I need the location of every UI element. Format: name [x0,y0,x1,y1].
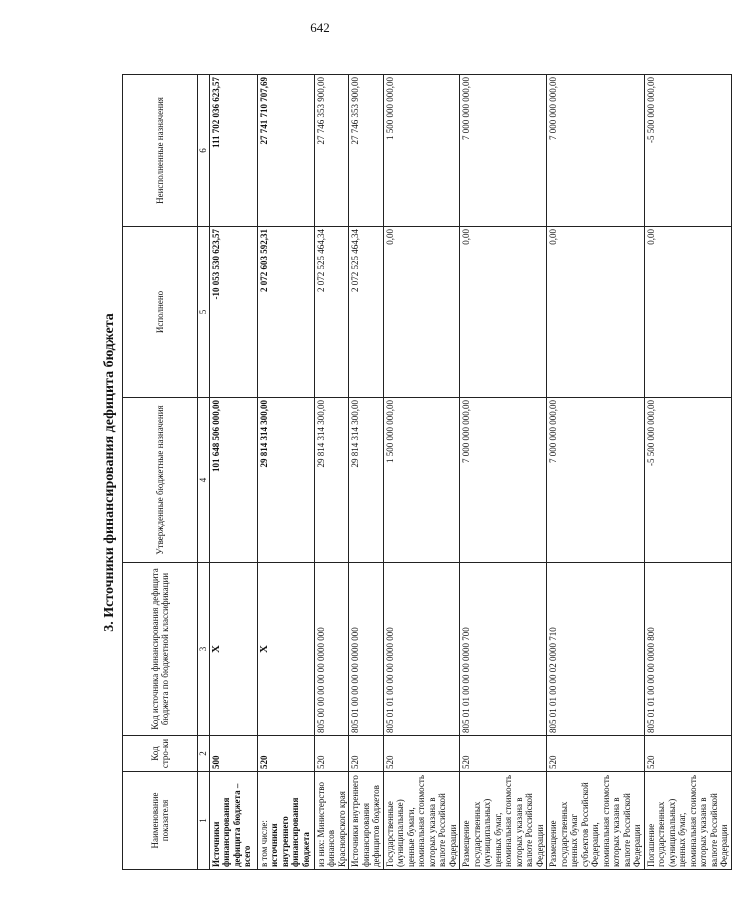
source-code: X [257,563,314,736]
unexecuted-amount: 1 500 000 000,00 [383,75,460,227]
line-code: 520 [257,736,314,772]
deficit-financing-table [122,74,732,870]
header-source-code: Код источника финансирования дефицита бюджета по бюджетной классификации [123,563,198,736]
line-code: 520 [644,736,731,772]
unexecuted-amount: 111 702 036 623,57 [209,75,257,227]
approved-amount: 7 000 000 000,00 [547,398,645,563]
executed-amount: 0,00 [383,227,460,398]
column-number-row [198,75,210,870]
unexecuted-amount: 27 746 353 900,00 [349,75,384,227]
table-row [209,75,257,870]
approved-amount: 29 814 314 300,00 [314,398,349,563]
column-number: 3 [198,563,210,736]
source-code: X [209,563,257,736]
executed-amount: 0,00 [644,227,731,398]
indicator-name: Источники финансирования дефицита бюджета – всего [209,772,257,870]
column-number: 6 [198,75,210,227]
header-unexecuted: Неисполненные назначения [123,75,198,227]
table-row [383,75,460,870]
column-number: 2 [198,736,210,772]
section-title: 3. Источники финансирования дефицита бюджета [102,313,117,632]
table-row [547,75,645,870]
header-approved: Утвержденные бюджетные назначения [123,398,198,563]
approved-amount: 7 000 000 000,00 [460,398,547,563]
line-code: 500 [209,736,257,772]
executed-amount: 2 072 603 592,31 [257,227,314,398]
table-row [644,75,731,870]
approved-amount: -5 500 000 000,00 [644,398,731,563]
executed-amount: -10 053 530 623,57 [209,227,257,398]
indicator-name-cell [257,772,314,870]
executed-amount: 2 072 525 464,34 [314,227,349,398]
indicator-prefix: в том числе: [258,820,269,867]
table-header-row [123,75,198,870]
unexecuted-amount: 27 741 710 707,69 [257,75,314,227]
indicator-name: Государственные (муниципальные) ценные бумаги, номинальная стоимость которых указана в валюте Российской Федерации [383,772,460,870]
unexecuted-amount: 7 000 000 000,00 [460,75,547,227]
unexecuted-amount: 27 746 353 900,00 [314,75,349,227]
source-code: 805 01 01 00 00 00 0000 000 [383,563,460,736]
source-code: 805 01 01 00 00 02 0000 710 [547,563,645,736]
approved-amount: 101 648 506 000,00 [209,398,257,563]
page-number: 642 [310,20,330,35]
approved-amount: 29 814 314 300,00 [257,398,314,563]
column-number: 5 [198,227,210,398]
source-code: 805 01 01 00 00 00 0000 700 [460,563,547,736]
indicator-name: источники внутреннего финансирования бюджета [269,797,311,867]
line-code: 520 [460,736,547,772]
line-code: 520 [314,736,349,772]
executed-amount: 2 072 525 464,34 [349,227,384,398]
executed-amount: 0,00 [547,227,645,398]
unexecuted-amount: 7 000 000 000,00 [547,75,645,227]
unexecuted-amount: -5 500 000 000,00 [644,75,731,227]
indicator-name: Погашение государственных (муниципальных) ценных бумаг, номинальная стоимость которых указана в валюте Российской Федерации [644,772,731,870]
executed-amount: 0,00 [460,227,547,398]
table-row [257,75,314,870]
indicator-name: Размещение государственных (муниципальных) ценных бумаг, номинальная стоимость которых указана в валюте Российской Федерации [460,772,547,870]
line-code: 520 [547,736,645,772]
header-line-code: Код стро-ки [123,736,198,772]
indicator-name: Размещение государственных ценных бумаг субъектов Российской Федерации, номинальная стоимость которых указана в валюте Российской Федерации [547,772,645,870]
column-number: 1 [198,772,210,870]
source-code: 805 01 01 00 00 00 0000 800 [644,563,731,736]
approved-amount: 1 500 000 000,00 [383,398,460,563]
table-row [349,75,384,870]
source-code: 805 01 00 00 00 00 0000 000 [349,563,384,736]
table-row [460,75,547,870]
column-number: 4 [198,398,210,563]
indicator-name: Источники внутреннего финансирования дефицитов бюджетов [349,772,384,870]
approved-amount: 29 814 314 300,00 [349,398,384,563]
table-row [314,75,349,870]
header-indicator-name: Наименование показателя [123,772,198,870]
line-code: 520 [349,736,384,772]
indicator-name: из них: Министерство финансов Красноярского края [314,772,349,870]
source-code: 805 00 00 00 00 00 0000 000 [314,563,349,736]
header-executed: Исполнено [123,227,198,398]
line-code: 520 [383,736,460,772]
